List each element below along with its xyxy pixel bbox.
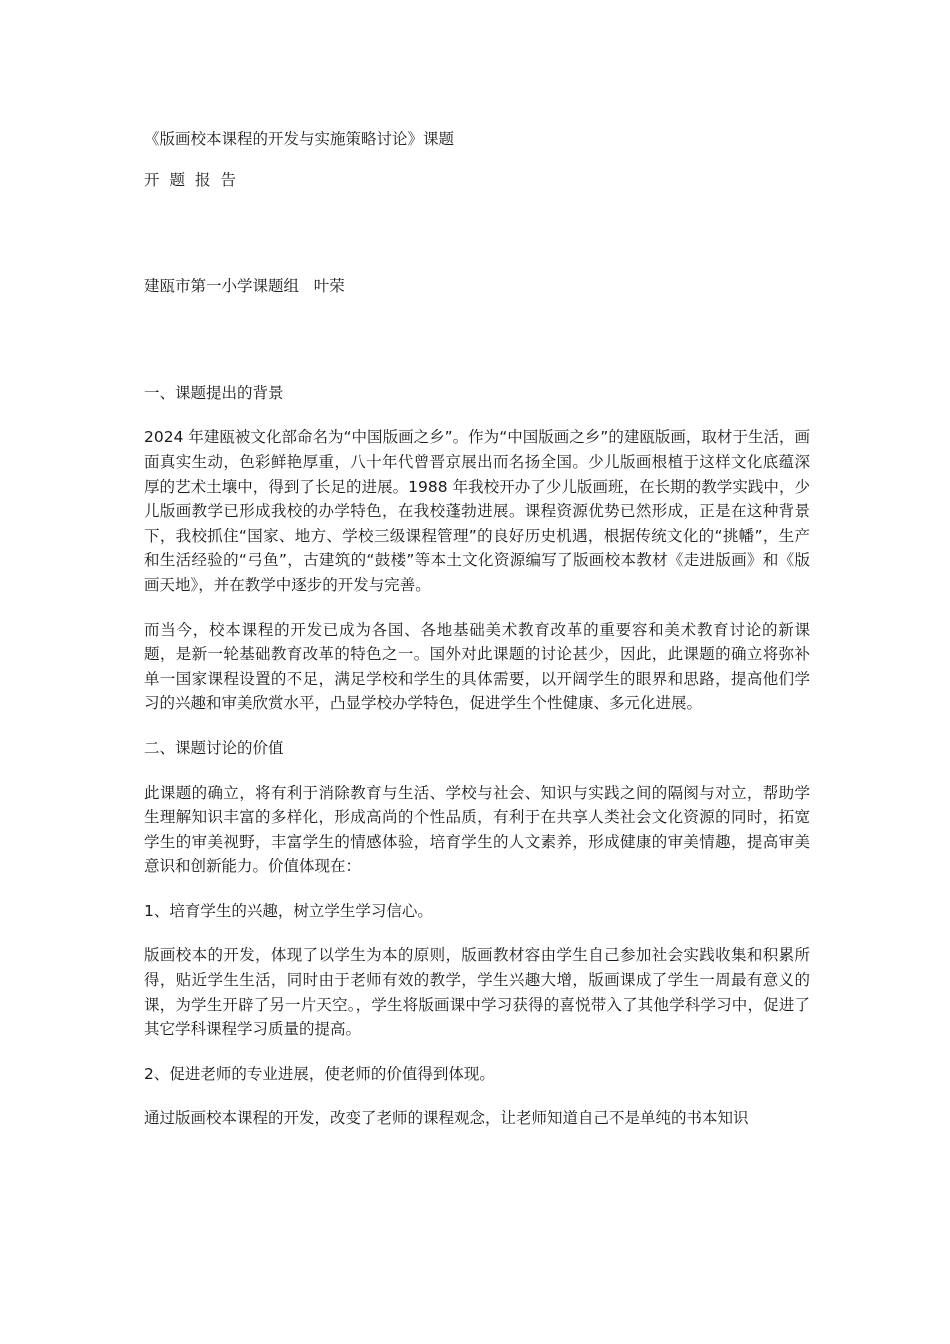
paragraph: 版画校本的开发，体现了以学生为本的原则，版画教材容由学生自己参加社会实践收集和积累所得，贴近学生生活，同时由于老师有效的教学，学生兴趣大增，版画课成了学生一周最有意义的课，为学生开辟了另一片天空。，学生将版画课中学习获得的喜悦带入了其他学科学习中，促进了其它学科课程学习质量的提高。 [144, 946, 810, 1039]
document-body [144, 127, 810, 1151]
document-author: 建瓯市第一小学课题组 叶荣 [144, 277, 345, 296]
paragraph: 2024 年建瓯被文化部命名为“中国版画之乡”。作为“中国版画之乡”的建瓯版画，取材于生活，画面真实生动，色彩鲜艳厚重，八十年代曾晋京展出而名扬全国。少儿版画根植于这样文化底蕴深厚的艺术土壤中，得到了长足的进展。1988 年我校开办了少儿版画班，在长期的教学实践中，少儿版画教学已形成我校的办学特色，在我校蓬勃进展。课程资源优势已然形成，正是在这种背景下，我校抓住“国家、地方、学校三级课程管理”的良好历史机遇，根据传统文化的“挑幡”，生产和生活经验的“弓鱼”，古建筑的“鼓楼”等本土文化资源编写了版画校本教材《走进版画》和《版画天地》，并在教学中逐步的开发与完善。 [144, 428, 810, 594]
section-heading: 二、课题讨论的价值 [144, 738, 284, 757]
subsection-heading: 2、促进老师的专业进展，使老师的价值得到体现。 [144, 1064, 495, 1083]
section-heading: 一、课题提出的背景 [144, 383, 284, 402]
subsection-heading: 1、培育学生的兴趣，树立学生学习信心。 [144, 901, 433, 920]
paragraph: 通过版画校本课程的开发，改变了老师的课程观念，让老师知道自己不是单纯的书本知识 [144, 1109, 749, 1128]
document-title: 《版画校本课程的开发与实施策略讨论》课题 [144, 130, 455, 148]
paragraph: 而当今，校本课程的开发已成为各国、各地基础美术教育改革的重要容和美术教育讨论的新课题，是新一轮基础教育改革的特色之一。国外对此课题的讨论甚少，因此，此课题的确立将弥补单一国家课程设置的不足，满足学校和学生的具体需要，以开阔学生的眼界和思路，提高他们学习的兴趣和审美欣赏水平，凸显学校办学特色，促进学生个性健康、多元化进展。 [144, 620, 810, 713]
document-subtitle: 开题报告 [144, 170, 247, 189]
paragraph: 此课题的确立，将有利于消除教育与生活、学校与社会、知识与实践之间的隔阂与对立，帮助学生理解知识丰富的多样化，形成高尚的个性品质，有利于在共享人类社会文化资源的同时，拓宽学生的审美视野，丰富学生的情感体验，培育学生的人文素养，形成健康的审美情趣，提高审美意识和创新能力。价值体现在： [144, 783, 810, 876]
